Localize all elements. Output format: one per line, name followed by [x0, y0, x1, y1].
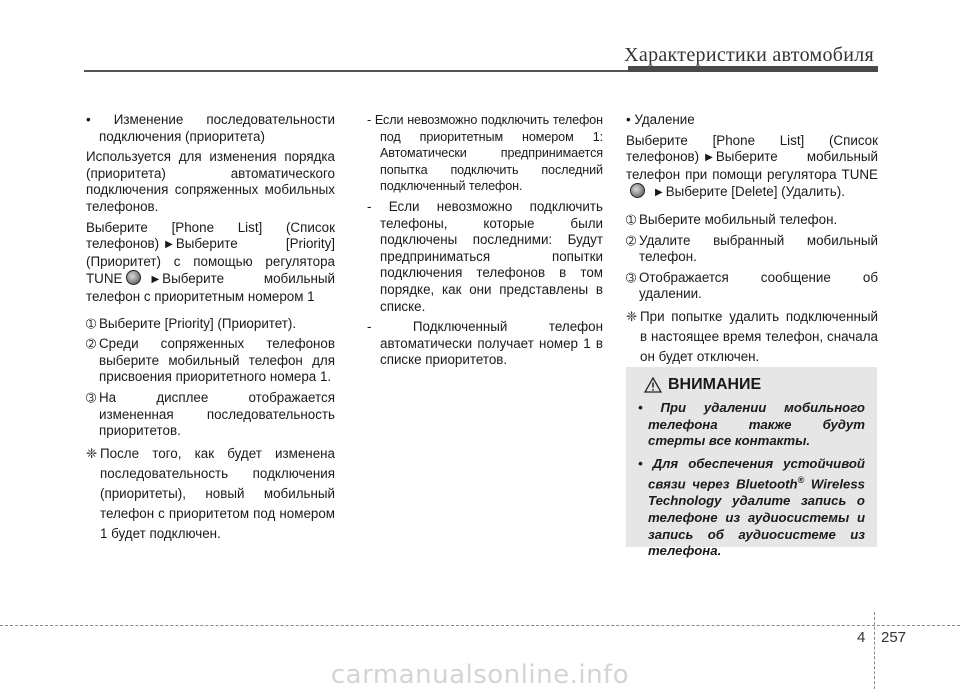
chapter-number: 4	[857, 629, 866, 646]
step-text: Среди сопряженных телефонов выберите мобильный телефон для присвоения приоритетного номера 1.	[99, 336, 335, 385]
warning-item: • При удалении мобильного телефона также будут стерты все контакты.	[638, 400, 865, 449]
arrow-right-icon: ▶	[655, 187, 663, 199]
step-1	[86, 316, 335, 333]
note-symbol: ❈	[86, 445, 98, 461]
list-item: - Подключенный телефон автоматически получает номер 1 в списке приоритетов.	[367, 319, 603, 368]
step-2	[626, 233, 878, 266]
column-right	[626, 112, 878, 371]
watermark: carmanualsonline.info	[330, 660, 630, 690]
column-middle	[367, 112, 603, 373]
instruction-select-priority: Выберите [Priority] (Приоритет) с помощью регулятора TUNE	[86, 236, 335, 287]
instruction-select-delete: Выберите [Delete] (Удалить).	[665, 184, 845, 200]
step-number: ➀	[626, 212, 637, 227]
note	[626, 307, 878, 367]
paragraph-instructions	[86, 220, 335, 306]
step-number: ➂	[626, 270, 637, 285]
arrow-right-icon: ▶	[705, 152, 713, 164]
note-text: При попытке удалить подключенный в настоящее время телефон, сначала он будет отключен.	[640, 308, 878, 364]
page-header-title: Характеристики автомобиля	[624, 44, 874, 66]
step-text: Выберите мобильный телефон.	[639, 211, 838, 227]
step-number: ➀	[86, 316, 97, 331]
arrow-right-icon: ▶	[165, 239, 173, 251]
registered-mark: ®	[797, 475, 805, 486]
section-bullet-delete: • Удаление	[626, 112, 695, 127]
step-number: ➂	[86, 390, 97, 405]
step-3	[626, 270, 878, 303]
paragraph-instructions	[626, 133, 878, 202]
column-left	[86, 112, 335, 548]
instruction-select-phone: Выберите мобильный телефон с приоритетным номером 1	[86, 271, 335, 304]
step-1	[626, 212, 878, 229]
warning-box	[626, 367, 877, 559]
step-3	[86, 390, 335, 440]
instruction-select-phone-list: Выберите [Phone List] (Список телефонов)	[626, 132, 878, 165]
tune-knob-icon	[126, 270, 141, 285]
warning-item	[638, 456, 865, 560]
footer-divider	[0, 625, 960, 626]
step-2	[86, 336, 335, 386]
warning-item-text: • Для обеспечения устойчивой связи через Bluetooth	[638, 455, 865, 492]
step-number: ➁	[86, 337, 97, 352]
paragraph-intro: Используется для изменения порядка (приоритета) автоматического подключения сопряженных мобильных телефонов.	[86, 149, 335, 214]
warning-title: ВНИМАНИЕ	[668, 376, 762, 393]
page-number: 257	[881, 629, 907, 646]
note	[86, 444, 335, 544]
warning-item-text: Wireless Technology удалите запись о телефоне из аудиосистемы и запись об аудиосистеме из телефона.	[648, 476, 866, 559]
note-text: После того, как будет изменена последовательность подключения (приоритеты), новый мобильный телефон с приоритетом под номером 1 будет подключен.	[100, 445, 335, 541]
step-text: Выберите [Priority] (Приоритет).	[99, 315, 297, 331]
header-divider-accent	[628, 66, 878, 72]
tune-knob-icon	[630, 183, 645, 198]
step-text: Отображается сообщение об удалении.	[639, 269, 878, 302]
list-item: - Если невозможно подключить телефон под приоритетным номером 1: Автоматически предпринимается попытка подключить последний подключенный телефон.	[367, 113, 603, 194]
warning-triangle-icon	[644, 377, 662, 393]
section-bullet-priority: • Изменение последовательности подключения (приоритета)	[86, 112, 335, 144]
instruction-select-phone: Выберите мобильный телефон при помощи регулятора TUNE	[626, 149, 878, 182]
step-text: Удалите выбранный мобильный телефон.	[639, 232, 878, 265]
step-number: ➁	[626, 233, 637, 248]
step-text: На дисплее отображается измененная последовательность приоритетов.	[99, 389, 335, 439]
list-item: - Если невозможно подключить телефоны, которые были подключены последними: Будут предприниматься попытки подключения телефонов в том порядке, как они представлены в списке.	[367, 198, 603, 314]
arrow-right-icon: ▶	[151, 274, 160, 286]
warning-heading	[644, 376, 865, 394]
instruction-select-phone-list: Выберите [Phone List] (Список телефонов)	[86, 219, 335, 252]
note-symbol: ❈	[626, 308, 638, 324]
